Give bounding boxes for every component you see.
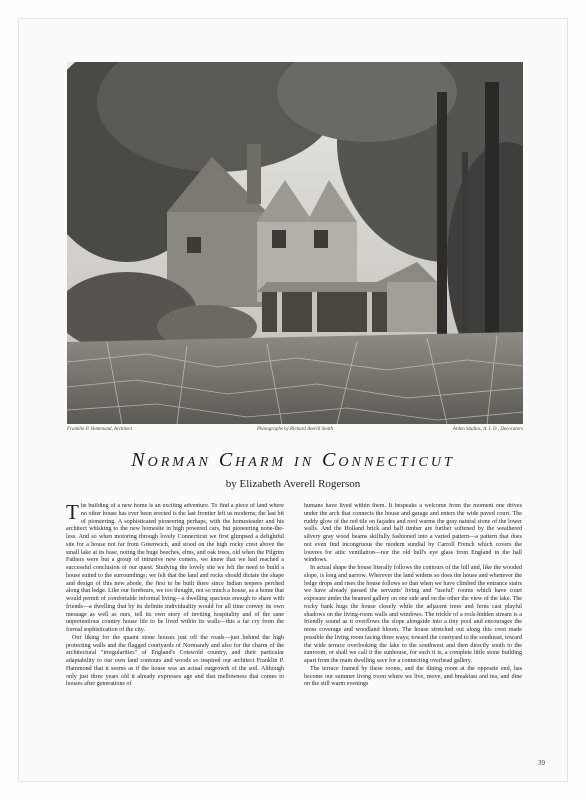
house-photograph — [67, 62, 523, 424]
decorator-credit: Arden Studios, A. I. D., Decorators — [452, 427, 523, 432]
page-number: 39 — [538, 759, 545, 767]
paragraph: The building of a new home is an exciting adventure. To find a piece of land where no other house has ever been erected is the last frontier left us moderns; the last bit of pioneering. A sophisticated pioneering perhaps, with the homesteader and his architect whisking to the new homesite in high powered cars, but pioneering none-the-less. And so when motoring through lovely Connecticut we first glimpsed a delightful site for a house not far from Greenwich, and stood on the high rocky crest above the small lake at its base, noting the huge beeches, elms, and oak trees, old when the Pilgrim Fathers were but a group of intrusive new comers, we knew that we had reached a successful conclusion of our quest. Studying the lovely site we felt the need to build a house suited to the surroundings; we felt that the land and rocks should dictate the shape and design of this new abode, the first to be built there since Indian teepees perched along that ledge. Like our forebears, we too thought, not so much a house, as a home that would permit of comfortable informal living—a dwelling spacious enough to share with friends—a dwelling that by its definite individuality would for all time convey its own message as well as ours, tell its own story of inviting hospitality and of the sane unpretentious country house life to be lived within its walls—this a far cry from the formal sophistication of the city. — [66, 503, 284, 633]
article-title: Norman Charm in Connecticut — [131, 449, 455, 471]
architect-credit: Franklin P. Hammond, Architect — [67, 427, 133, 432]
article-column-2 — [304, 503, 522, 775]
paragraph: Our liking for the quaint stone houses just off the roads—just behind the high protecting walls and the flagged courtyards of Normandy and also for the charm of the architectural "irregularities" of England's Cotswold country, and their particular adaptability to our own land contours and woods so inspired our architect Franklin P. Hammond that it seems as if the house was an actual outgrowth of the soil. Although only just three years old it already expresses age and that mellowness that comes to houses after generations of — [66, 634, 284, 688]
paragraph: In actual shape the house literally follows the contours of the hill and, like the wooded slope, is long and narrow. Wherever the land widens so does the house and whenever the ledge drops and rises the house follows so that when we have climbed the entrance stairs we have already passed the servants' living and "useful" rooms which have court exposure under the beamed gallery on one side and on the other the view of the lake. The rocky bank hugs the house closely while the adjacent trees and ferns cast playful shadows on the living-room walls and windows. The trickle of a rock-hidden stream is a friendly sound as it overflows the slope alongside into a tiny pool and encourages the moss coverage and woodland bloom. The house stretched out along this crest made possible the living room facing three ways; toward the courtyard to the southeast, toward the wide terrace overlooking the lake to the southwest and then directly south to the sunroom, or shall we call it the sunhouse, for such it is, a complete little stone building apart from the main dwelling save for a connecting overhead gallery. — [304, 565, 522, 664]
photographer-credit: Photographs by Richard Averill Smith — [256, 427, 334, 432]
drop-cap: T — [66, 503, 79, 524]
article-column-1 — [66, 503, 284, 775]
article-byline: by Elizabeth Averell Rogerson — [225, 478, 361, 490]
photo-credits — [67, 427, 523, 437]
paragraph: The terrace framed by these rooms, and the dining room at the opposite end, has become our summer living room where we live, move, and breakfast and tea, and dine on the still warm evenings — [304, 665, 522, 688]
magazine-page — [18, 18, 568, 782]
paragraph: humans have lived within them. It bespeaks a welcome from the moment one drives under the arch that connects the house and garage and enters the wide paved court. The ruddy glow of the red tile on façades and roof warms the gray natural stone of the lower walls. And the Holland brick and half timber are further softened by the weathered silvery gray wood beams skilfully fashioned into a varied pattern—a pattern that does not even find incongruous the modern sundial by Carroll French which covers the louvres for attic ventilation—nor the old bull's eye glass from England in the hall windows. — [304, 503, 522, 564]
